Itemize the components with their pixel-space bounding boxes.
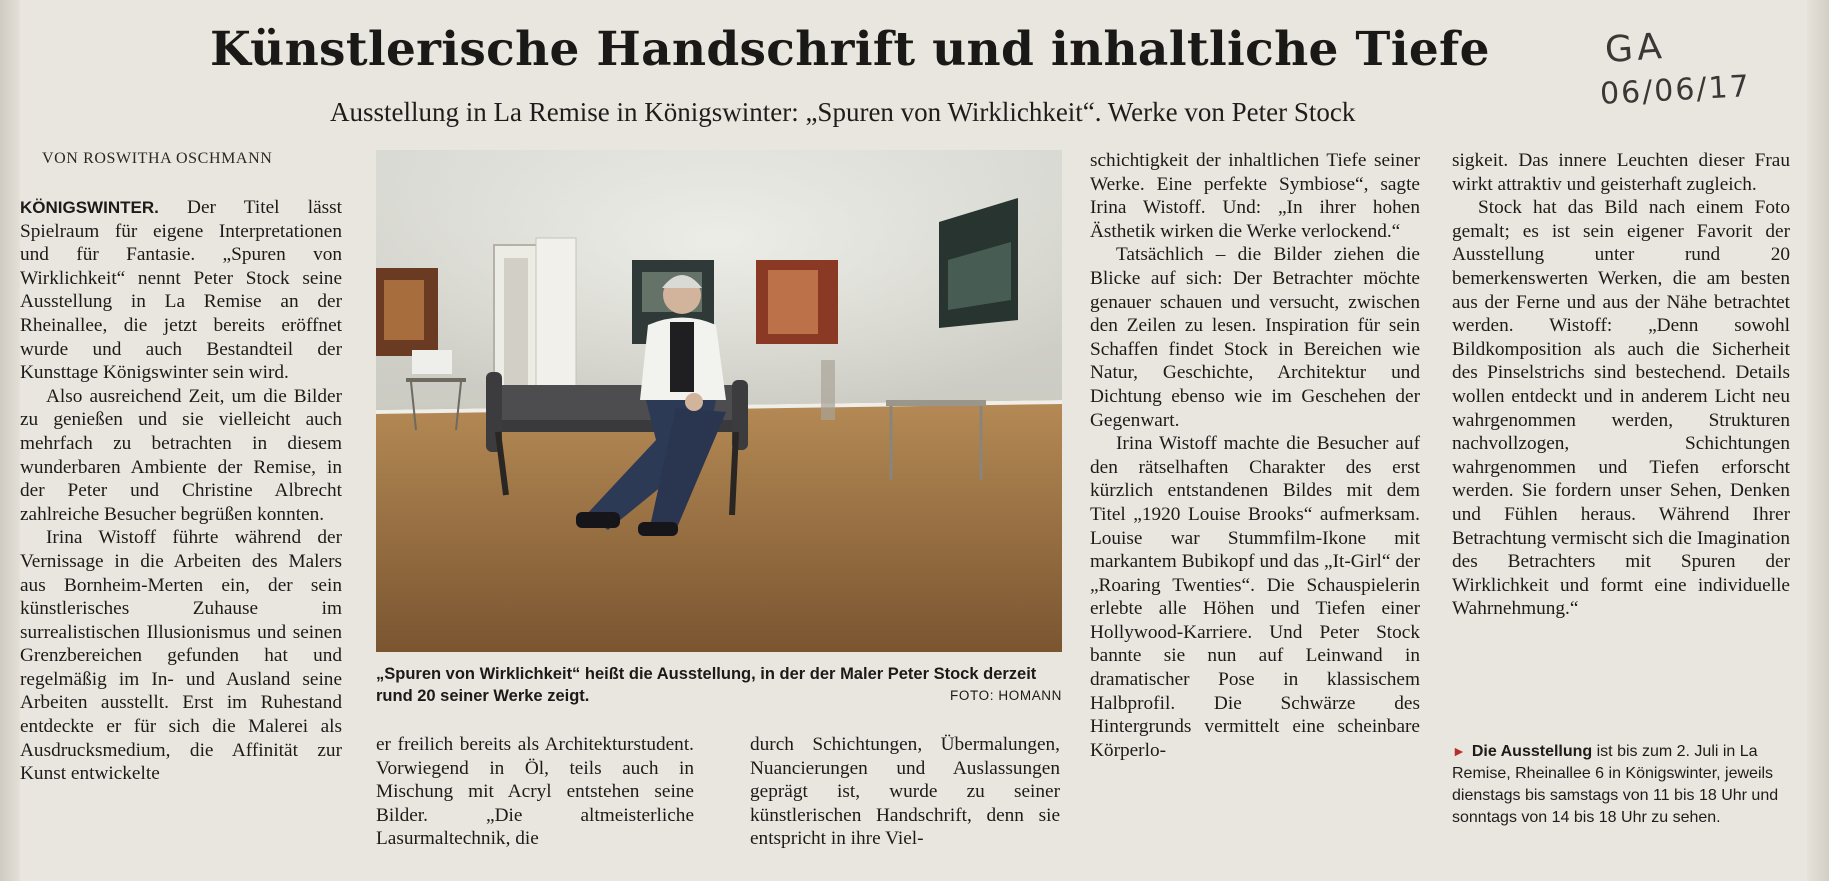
paragraph: durch Schichtungen, Übermalungen, Nuancierungen und Auslassungen geprägt ist, wurde zu seiner künstlerischen Handschrift, denn sie entspricht in ihre Viel- bbox=[750, 734, 1060, 850]
caption-text: „Spuren von Wirklichkeit“ heißt die Ausstellung, in der der Maler Peter Stock derzeit rund 20 seiner Werke zeigt. bbox=[376, 665, 1037, 705]
article-column-3 bbox=[1090, 149, 1420, 762]
handwritten-date-note bbox=[1599, 25, 1810, 118]
paragraph-text: Der Titel lässt Spielraum für eigene Interpretationen und für Fantasie. „Spuren von Wirklichkeit“ nennt Peter Stock seine Ausstellung in La Remise an der Rheinallee, die jetzt bereits eröffnet wurde und auch Bestandteil der Kunsttage Königswinter sein wird. bbox=[20, 197, 342, 384]
subheadline: Ausstellung in La Remise in Königswinter: „Spuren von Wirklichkeit“. Werke von Peter Stock bbox=[330, 97, 1356, 127]
paragraph: schichtigkeit der inhaltlichen Tiefe seiner Werke. Eine perfekte Symbiose“, sagte Irina Wistoff. Und: „In ihrer hohen Ästhetik wirken die Werke verlockend.“ bbox=[1090, 150, 1420, 242]
adjacent-page-right-edge bbox=[1807, 0, 1829, 881]
photo-credit: FOTO: HOMANN bbox=[950, 688, 1062, 703]
paragraph: Also ausreichend Zeit, um die Bilder zu genießen und sie vielleicht auch mehrfach zu betrachten in diesem wunderbaren Ambiente der Remise, in der Peter und Christine Albrecht zahlreiche Besucher begrüßen konnten. bbox=[20, 385, 342, 525]
paragraph bbox=[20, 196, 342, 385]
info-lead: Die Ausstellung bbox=[1471, 743, 1593, 760]
article-column-2b bbox=[750, 733, 1060, 851]
article-column-2a bbox=[376, 733, 694, 851]
article-column-1 bbox=[20, 196, 342, 786]
photo-caption bbox=[376, 663, 1062, 707]
paragraph: sigkeit. Das innere Leuchten dieser Frau wirkt attraktiv und geisterhaft zugleich. bbox=[1452, 150, 1790, 195]
info-text: ist bis zum 2. Juli in La Remise, Rheinallee 6 in Königswinter, jeweils dienstags bis samstags von 11 bis 18 Uhr und sonntags von 14 bis 18 Uhr zu sehen. bbox=[1452, 743, 1779, 826]
handnote-source: GA bbox=[1603, 25, 1667, 72]
paragraph: Irina Wistoff führte während der Vernissage in die Arbeiten des Malers aus Bornheim-Merten ein, der sein künstlerisches Zuhause im surrealistischen Illusionismus und seinen Grenzbereichen gefunden hat und regelmäßig im In- und Ausland seine Arbeiten ausstellt. Erst im Ruhestand entdeckte er für sich die Malerei als Ausdrucksmedium, die Affinität zur Kunst entwickelte bbox=[20, 527, 342, 785]
headline: Künstlerische Handschrift und inhaltliche Tiefe bbox=[210, 22, 1490, 77]
dateline: KÖNIGSWINTER. bbox=[20, 198, 159, 217]
article-photo bbox=[376, 150, 1062, 652]
adjacent-page-left-edge bbox=[0, 0, 20, 881]
paragraph: er freilich bereits als Architekturstudent. Vorwiegend in Öl, teils auch in Mischung mit Acryl entstehen seine Bilder. „Die altmeisterliche Lasurmaltechnik, die bbox=[376, 734, 694, 850]
article-column-4 bbox=[1452, 149, 1790, 621]
paragraph: Tatsächlich – die Bilder ziehen die Blicke auf sich: Der Betrachter möchte genauer schauen und versucht, zwischen den Zeilen zu lesen. Inspiration für sein Schaffen findet Stock in Bereichen wie Natur, Geschichte, Architektur und Dichtung ebenso wie im Geschehen der Gegenwart. bbox=[1090, 244, 1420, 431]
byline: VON ROSWITHA OSCHMANN bbox=[42, 150, 273, 167]
arrow-right-icon: ► bbox=[1452, 743, 1466, 759]
exhibition-info-box bbox=[1452, 740, 1792, 829]
handnote-date: 06/06/17 bbox=[1599, 69, 1752, 112]
gallery-scene-illustration bbox=[376, 150, 1062, 652]
paragraph: Stock hat das Bild nach einem Foto gemalt; es ist sein eigener Favorit der Ausstellung unter rund 20 bemerkenswerten Werken, die am besten aus der Ferne und aus der Nähe betrachtet werden. Wistoff: „Denn sowohl Bildkomposition als auch die Sicherheit des Pinselstrichs sind bestechend. Details wollen entdeckt und in anderem Licht neu wahrgenommen werden, Strukturen nachvollzogen, Schichtungen wahrgenommen und Tiefen erforscht werden. Sie fordern unser Sehen, Denken und Fühlen heraus. Während Ihrer Betrachtung vermischt sich die Imagination des Betrachters mit Spuren der Wirklichkeit und formt eine individuelle Wahrnehmung.“ bbox=[1452, 197, 1790, 620]
paragraph: Irina Wistoff machte die Besucher auf den rätselhaften Charakter des erst kürzlich entstandenen Bildes mit dem Titel „1920 Louise Brooks“ aufmerksam. Louise war Stummfilm-Ikone mit markantem Bubikopf und das „It-Girl“ der „Roaring Twenties“. Die Schauspielerin erlebte alle Höhen und Tiefen einer Hollywood-Karriere. Und Peter Stock bannte sie nun auf Leinwand in dramatischer Pose in klassischem Halbprofil. Die Schwärze des Hintergrunds vermittelt eine scheinbare Körperlo- bbox=[1090, 433, 1420, 761]
